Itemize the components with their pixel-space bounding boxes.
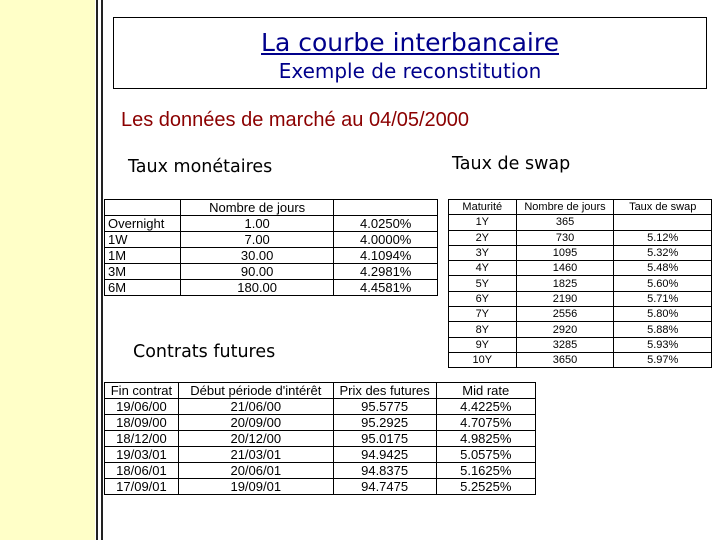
column-header <box>334 200 438 216</box>
table-cell: 18/09/00 <box>105 415 179 431</box>
table-cell: Overnight <box>105 216 181 232</box>
table-cell: 1.00 <box>180 216 334 232</box>
table-row <box>449 337 712 352</box>
left-decor-strip <box>0 0 95 540</box>
table-cell: 7Y <box>449 307 517 322</box>
table-row <box>105 232 438 248</box>
table-row <box>449 322 712 337</box>
left-rule-1 <box>96 0 98 540</box>
table-cell: 4.1094% <box>334 248 438 264</box>
futures-label: Contrats futures <box>133 342 276 362</box>
slide-title: La courbe interbancaire <box>261 28 559 57</box>
table-row <box>105 463 536 479</box>
table-cell: 95.2925 <box>333 415 436 431</box>
column-header: Fin contrat <box>105 383 179 399</box>
table-cell: 5.48% <box>614 261 712 276</box>
table-cell: 2920 <box>516 322 614 337</box>
table-cell: 5.88% <box>614 322 712 337</box>
table-cell: 9Y <box>449 337 517 352</box>
table-header-row <box>105 383 536 399</box>
table-cell: 94.9425 <box>333 447 436 463</box>
table-cell: 5.60% <box>614 276 712 291</box>
column-header: Maturité <box>449 200 517 215</box>
table-cell: 20/12/00 <box>178 431 333 447</box>
table-cell: 95.0175 <box>333 431 436 447</box>
swap-label: Taux de swap <box>452 154 571 174</box>
table-row <box>105 264 438 280</box>
table-row <box>449 215 712 230</box>
table-row <box>449 352 712 367</box>
slide-subtitle: Exemple de reconstitution <box>278 59 542 83</box>
table-cell: 18/12/00 <box>105 431 179 447</box>
table-cell: 21/03/01 <box>178 447 333 463</box>
table-cell: 21/06/00 <box>178 399 333 415</box>
table-cell: 1M <box>105 248 181 264</box>
table-cell: 5.80% <box>614 307 712 322</box>
table-row <box>105 431 536 447</box>
column-header: Prix des futures <box>333 383 436 399</box>
table-cell: 20/06/01 <box>178 463 333 479</box>
table-cell: 3M <box>105 264 181 280</box>
table-cell: 10Y <box>449 352 517 367</box>
column-header: Mid rate <box>436 383 535 399</box>
column-header: Début période d'intérêt <box>178 383 333 399</box>
table-cell: 4Y <box>449 261 517 276</box>
table-cell: 5.12% <box>614 230 712 245</box>
table-row <box>105 479 536 495</box>
table-cell: 4.2981% <box>334 264 438 280</box>
table-row <box>449 276 712 291</box>
swap-table <box>448 199 712 368</box>
table-row <box>449 307 712 322</box>
left-rule-2 <box>101 0 103 540</box>
table-row <box>105 248 438 264</box>
table-cell: 5.97% <box>614 352 712 367</box>
table-cell: 4.7075% <box>436 415 535 431</box>
table-cell: 94.7475 <box>333 479 436 495</box>
section-heading: Les données de marché au 04/05/2000 <box>121 109 470 131</box>
table-cell: 17/09/01 <box>105 479 179 495</box>
table-cell: 2556 <box>516 307 614 322</box>
table-row <box>105 216 438 232</box>
table-cell: 20/09/00 <box>178 415 333 431</box>
table-row <box>105 415 536 431</box>
table-header-row <box>105 200 438 216</box>
table-cell: 3650 <box>516 352 614 367</box>
table-cell: 4.4581% <box>334 280 438 296</box>
money-market-table <box>104 199 438 296</box>
table-cell: 1W <box>105 232 181 248</box>
futures-table <box>104 382 536 495</box>
table-cell: 7.00 <box>180 232 334 248</box>
table-cell: 4.0000% <box>334 232 438 248</box>
table-cell: 4.4225% <box>436 399 535 415</box>
table-header-row <box>449 200 712 215</box>
table-cell: 5.93% <box>614 337 712 352</box>
column-header <box>105 200 181 216</box>
table-cell: 18/06/01 <box>105 463 179 479</box>
table-cell: 3Y <box>449 245 517 260</box>
table-cell: 6Y <box>449 291 517 306</box>
table-cell: 6M <box>105 280 181 296</box>
table-cell: 1460 <box>516 261 614 276</box>
table-cell: 2Y <box>449 230 517 245</box>
table-row <box>449 261 712 276</box>
table-cell: 5.1625% <box>436 463 535 479</box>
table-cell: 94.8375 <box>333 463 436 479</box>
column-header: Taux de swap <box>614 200 712 215</box>
table-cell: 8Y <box>449 322 517 337</box>
table-cell: 5.32% <box>614 245 712 260</box>
column-header: Nombre de jours <box>180 200 334 216</box>
table-cell: 95.5775 <box>333 399 436 415</box>
column-header: Nombre de jours <box>516 200 614 215</box>
table-cell: 3285 <box>516 337 614 352</box>
table-cell: 365 <box>516 215 614 230</box>
table-cell: 2190 <box>516 291 614 306</box>
table-cell: 1095 <box>516 245 614 260</box>
table-cell: 90.00 <box>180 264 334 280</box>
table-row <box>449 230 712 245</box>
money-market-label: Taux monétaires <box>128 157 273 177</box>
table-row <box>449 291 712 306</box>
table-cell: 5.71% <box>614 291 712 306</box>
table-cell: 19/09/01 <box>178 479 333 495</box>
table-cell: 5Y <box>449 276 517 291</box>
title-box <box>113 17 707 89</box>
table-cell: 4.0250% <box>334 216 438 232</box>
table-cell: 19/06/00 <box>105 399 179 415</box>
table-cell: 1825 <box>516 276 614 291</box>
table-cell: 730 <box>516 230 614 245</box>
table-cell: 180.00 <box>180 280 334 296</box>
table-cell: 4.9825% <box>436 431 535 447</box>
table-cell: 5.2525% <box>436 479 535 495</box>
table-cell: 30.00 <box>180 248 334 264</box>
table-row <box>449 245 712 260</box>
table-cell: 19/03/01 <box>105 447 179 463</box>
table-cell <box>614 215 712 230</box>
table-row <box>105 280 438 296</box>
table-row <box>105 399 536 415</box>
table-cell: 1Y <box>449 215 517 230</box>
table-cell: 5.0575% <box>436 447 535 463</box>
table-row <box>105 447 536 463</box>
